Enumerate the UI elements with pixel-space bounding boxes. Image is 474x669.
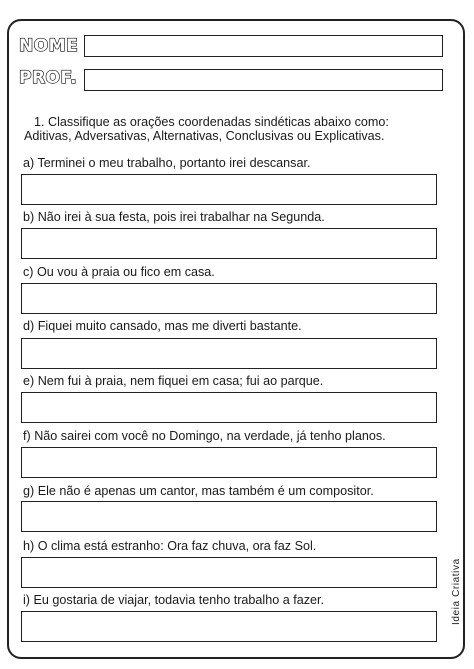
answer-box-h[interactable] xyxy=(21,557,437,588)
question-c: c) Ou vou à praia ou fico em casa. xyxy=(23,265,215,279)
question-a: a) Terminei o meu trabalho, portanto irei descansar. xyxy=(23,156,311,170)
question-h: h) O clima está estranho: Ora faz chuva, ora faz Sol. xyxy=(23,539,317,553)
answer-box-e[interactable] xyxy=(21,392,437,423)
answer-box-f[interactable] xyxy=(21,447,437,478)
question-b: b) Não irei à sua festa, pois irei trabalhar na Segunda. xyxy=(23,210,325,224)
answer-box-i[interactable] xyxy=(21,611,437,642)
instruction-line-1: 1. Classifique as orações coordenadas sindéticas abaixo como: xyxy=(34,115,389,129)
instructions xyxy=(24,115,434,143)
answer-box-b[interactable] xyxy=(21,228,437,259)
answer-box-g[interactable] xyxy=(21,501,437,532)
instruction-line-2: Aditivas, Adversativas, Alternativas, Conclusivas ou Explicativas. xyxy=(24,129,385,143)
answer-box-c[interactable] xyxy=(21,283,437,314)
credit-text: Ideia Criativa xyxy=(451,558,462,625)
teacher-label: PROF. xyxy=(19,68,78,88)
question-d: d) Fiquei muito cansado, mas me diverti bastante. xyxy=(23,319,302,333)
question-g: g) Ele não é apenas um cantor, mas também é um compositor. xyxy=(23,484,374,498)
question-i: i) Eu gostaria de viajar, todavia tenho trabalho a fazer. xyxy=(23,593,325,607)
answer-box-d[interactable] xyxy=(21,338,437,369)
teacher-field[interactable] xyxy=(84,69,443,91)
name-label: NOME xyxy=(19,36,79,56)
answer-box-a[interactable] xyxy=(21,174,437,205)
name-field[interactable] xyxy=(84,35,443,57)
question-f: f) Não sairei com você no Domingo, na verdade, já tenho planos. xyxy=(23,429,386,443)
question-e: e) Nem fui à praia, nem fiquei em casa; fui ao parque. xyxy=(23,374,324,388)
